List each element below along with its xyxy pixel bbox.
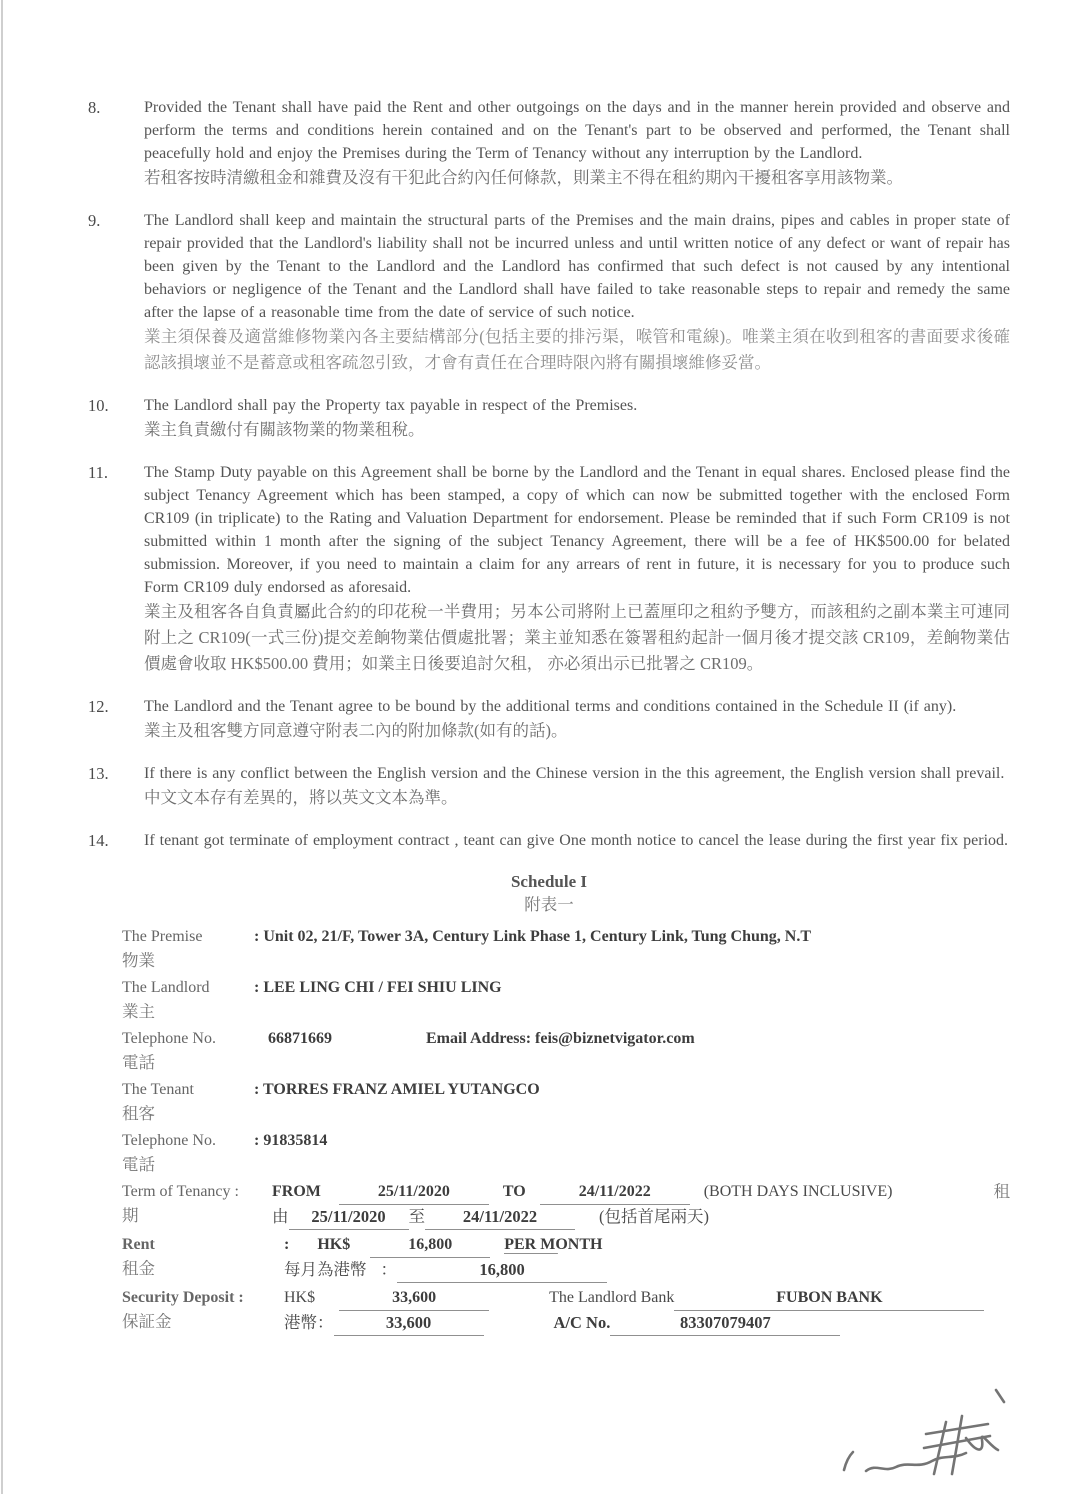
deposit-bank-label: The Landlord Bank (549, 1289, 675, 1306)
tenant-phone-label-zh: 電話 (122, 1155, 155, 1174)
term-zh-from-date: 25/11/2020 (289, 1205, 409, 1230)
schedule-row-landlord (122, 976, 1010, 1024)
rent-label-zh: 租金 (122, 1259, 155, 1278)
clause-number: 13. (88, 764, 109, 783)
term-from-date: 25/11/2020 (339, 1180, 489, 1205)
deposit-zh-amount: 33,600 (334, 1311, 484, 1336)
schedule-row-term (122, 1180, 1010, 1230)
landlord-email: Email Address: feis@biznetvigator.com (426, 1030, 695, 1047)
clause-number: 12. (88, 697, 109, 716)
deposit-label-zh: 保証金 (122, 1312, 172, 1331)
clause-9 (88, 209, 1010, 376)
clause-number: 8. (88, 98, 101, 117)
schedule-row-tenant (122, 1078, 1010, 1126)
clause-14 (88, 829, 1010, 852)
clause-11 (88, 461, 1010, 677)
rent-zh-prefix: 每月為港幣 (284, 1260, 367, 1279)
term-note: (BOTH DAYS INCLUSIVE) (703, 1183, 893, 1200)
rent-zh-amount: 16,800 (397, 1258, 607, 1283)
rent-label-en: Rent (122, 1236, 155, 1253)
clause-text-en: If tenant got terminate of employment contract , teant can give One month notice to cancel the lease during the first year fix period. (144, 832, 1009, 849)
clause-number: 11. (88, 463, 109, 482)
clause-text-en: The Landlord shall keep and maintain the structural parts of the Premises and the main drains, pipes and cables in proper state of repair provided that the Landlord's liability shall not be incurred unless and until written notice of any defect or want of repair has been given by the Tenant to the Landlord and the Landlord has confirmed that such defect is not caused by any intentional behaviors or negligence of the Tenant and the Landlord shall have failed to take reasonable steps to repair and remedy the same after the lapse of a reasonable time from the date of service of such notice. (144, 212, 1010, 321)
tenant-phone-label-en: Telephone No. (122, 1132, 216, 1149)
term-to-date: 24/11/2022 (540, 1180, 690, 1205)
schedule-row-landlord-phone (122, 1027, 1010, 1075)
rent-currency: HK$ (317, 1236, 351, 1253)
clause-text-en: Provided the Tenant shall have paid the Rent and other outgoings on the days and in the manner herein provided and observe and perform the terms and conditions herein contained and on the Tenant's part to be observed and performed, the Tenant shall peacefully hold and enjoy the Premises during the Term of Tenancy without any interruption by the Landlord. (144, 99, 1010, 162)
term-from-label: FROM (272, 1183, 321, 1200)
term-zh-to-date: 24/11/2022 (425, 1205, 575, 1230)
premise-label-en: The Premise (122, 928, 203, 945)
clause-12 (88, 695, 1010, 744)
schedule-title: Schedule I (510, 872, 588, 891)
rent-zh-colon: ： (380, 1260, 397, 1279)
clause-text-zh: 業主及租客各自負責屬此合約的印花稅一半費用；另本公司將附上已蓋厘印之租約予雙方，而該租約之副本業主可連同附上之 CR109(一式三份)提交差餉物業估價處批署；業主並知悉在簽署租約起計一個月後才提交該 CR109，差餉物業估價處會收取 HK$500.00 費用；如業主日後要追討欠租， 亦必須出示已批署之 CR109。 (144, 602, 1010, 673)
deposit-currency: HK$ (284, 1289, 316, 1306)
clause-text-zh: 業主須保養及適當維修物業內各主要結構部分(包括主要的排污渠，喉管和電線)。唯業主須在收到租客的書面要求後確認該損壞並不是蓄意或租客疏忽引致，才會有責任在合理時限內將有關損壞維修妥當。 (144, 327, 1010, 372)
deposit-bank-name: FUBON BANK (674, 1286, 984, 1311)
schedule-table (122, 925, 1010, 1336)
schedule-row-deposit (122, 1286, 1010, 1336)
clause-text-en: If there is any conflict between the English version and the Chinese version in the this agreement, the English version shall prevail. (144, 765, 1005, 782)
landlord-name: : LEE LING CHI / FEI SHIU LING (254, 979, 502, 996)
clause-number: 14. (88, 831, 109, 850)
rent-per-month: PER MONTH (504, 1236, 603, 1253)
clause-number: 9. (88, 211, 101, 230)
tenant-phone-number: : 91835814 (254, 1132, 328, 1149)
deposit-amount: 33,600 (339, 1286, 489, 1311)
scan-edge-line (1, 0, 3, 1494)
clause-text-en: The Landlord and the Tenant agree to be bound by the additional terms and conditions contained in the Schedule II (if any). (144, 698, 957, 715)
tenant-name: : TORRES FRANZ AMIEL YUTANGCO (254, 1081, 540, 1098)
clause-13 (88, 762, 1010, 811)
term-zh-to: 至 (408, 1207, 425, 1226)
clause-text-zh: 業主及租客雙方同意遵守附表二內的附加條款(如有的話)。 (144, 721, 568, 740)
term-to-label: TO (502, 1183, 526, 1200)
landlord-phone-label-en: Telephone No. (122, 1030, 216, 1047)
document-content (88, 96, 1010, 1339)
landlord-phone-number: 66871669 (268, 1030, 332, 1047)
rent-amount: 16,800 (370, 1233, 490, 1258)
schedule-heading (88, 870, 1010, 917)
schedule-row-rent (122, 1233, 1010, 1283)
premise-value: : Unit 02, 21/F, Tower 3A, Century Link Phase 1, Century Link, Tung Chung, N.T (254, 928, 812, 945)
schedule-row-premise (122, 925, 1010, 973)
clause-text-zh: 若租客按時清繳租金和雜費及沒有干犯此合約內任何條款，則業主不得在租約期內干擾租客享用該物業。 (144, 168, 903, 187)
clause-number: 10. (88, 396, 109, 415)
term-label-zh-right: 租 (993, 1182, 1010, 1201)
premise-label-zh: 物業 (122, 951, 155, 970)
deposit-label-en: Security Deposit : (122, 1289, 244, 1306)
deposit-zh-prefix: 港幣： (284, 1313, 334, 1332)
clause-text-zh: 中文文本存有差異的，將以英文文本為準。 (144, 788, 458, 807)
term-zh-note: (包括首尾兩天) (599, 1207, 709, 1226)
deposit-ac-label: A/C No. (553, 1313, 611, 1332)
tenant-label-zh: 租客 (122, 1104, 155, 1123)
clause-text-en: The Landlord shall pay the Property tax payable in respect of the Premises. (144, 397, 638, 414)
rent-colon: : (284, 1236, 290, 1253)
landlord-label-zh: 業主 (122, 1002, 155, 1021)
term-label-zh: 期 (122, 1206, 139, 1225)
landlord-label-en: The Landlord (122, 979, 210, 996)
clause-text-en: The Stamp Duty payable on this Agreement shall be borne by the Landlord and the Tenant in equal shares. Enclosed please find the subject Tenancy Agreement which has been stamped, a copy of which can now be submitted together with the enclosed Form CR109 (in triplicate) to the Rating and Valuation Department for endorsement. Please be reminded that if such Form CR109 is not submitted within 1 month after the signing of the subject Tenancy Agreement, there will be a fee of HK$500.00 for belated submission. Moreover, if you need to maintain a claim for any arrears of rent in future, it is necessary for you to produce such Form CR109 duly endorsed as aforesaid. (144, 464, 1010, 596)
tenant-label-en: The Tenant (122, 1081, 194, 1098)
landlord-phone-label-zh: 電話 (122, 1053, 155, 1072)
term-label-en: Term of Tenancy : (122, 1183, 239, 1200)
clause-text-zh: 業主負責繳付有關該物業的物業租稅。 (144, 420, 425, 439)
clause-10 (88, 394, 1010, 443)
deposit-ac-number: 83307079407 (610, 1311, 840, 1336)
term-zh-from: 由 (272, 1207, 289, 1226)
clause-8 (88, 96, 1010, 191)
handwritten-initials-mark (828, 1374, 1038, 1486)
schedule-subtitle-zh: 附表一 (524, 895, 574, 914)
schedule-row-tenant-phone (122, 1129, 1010, 1177)
